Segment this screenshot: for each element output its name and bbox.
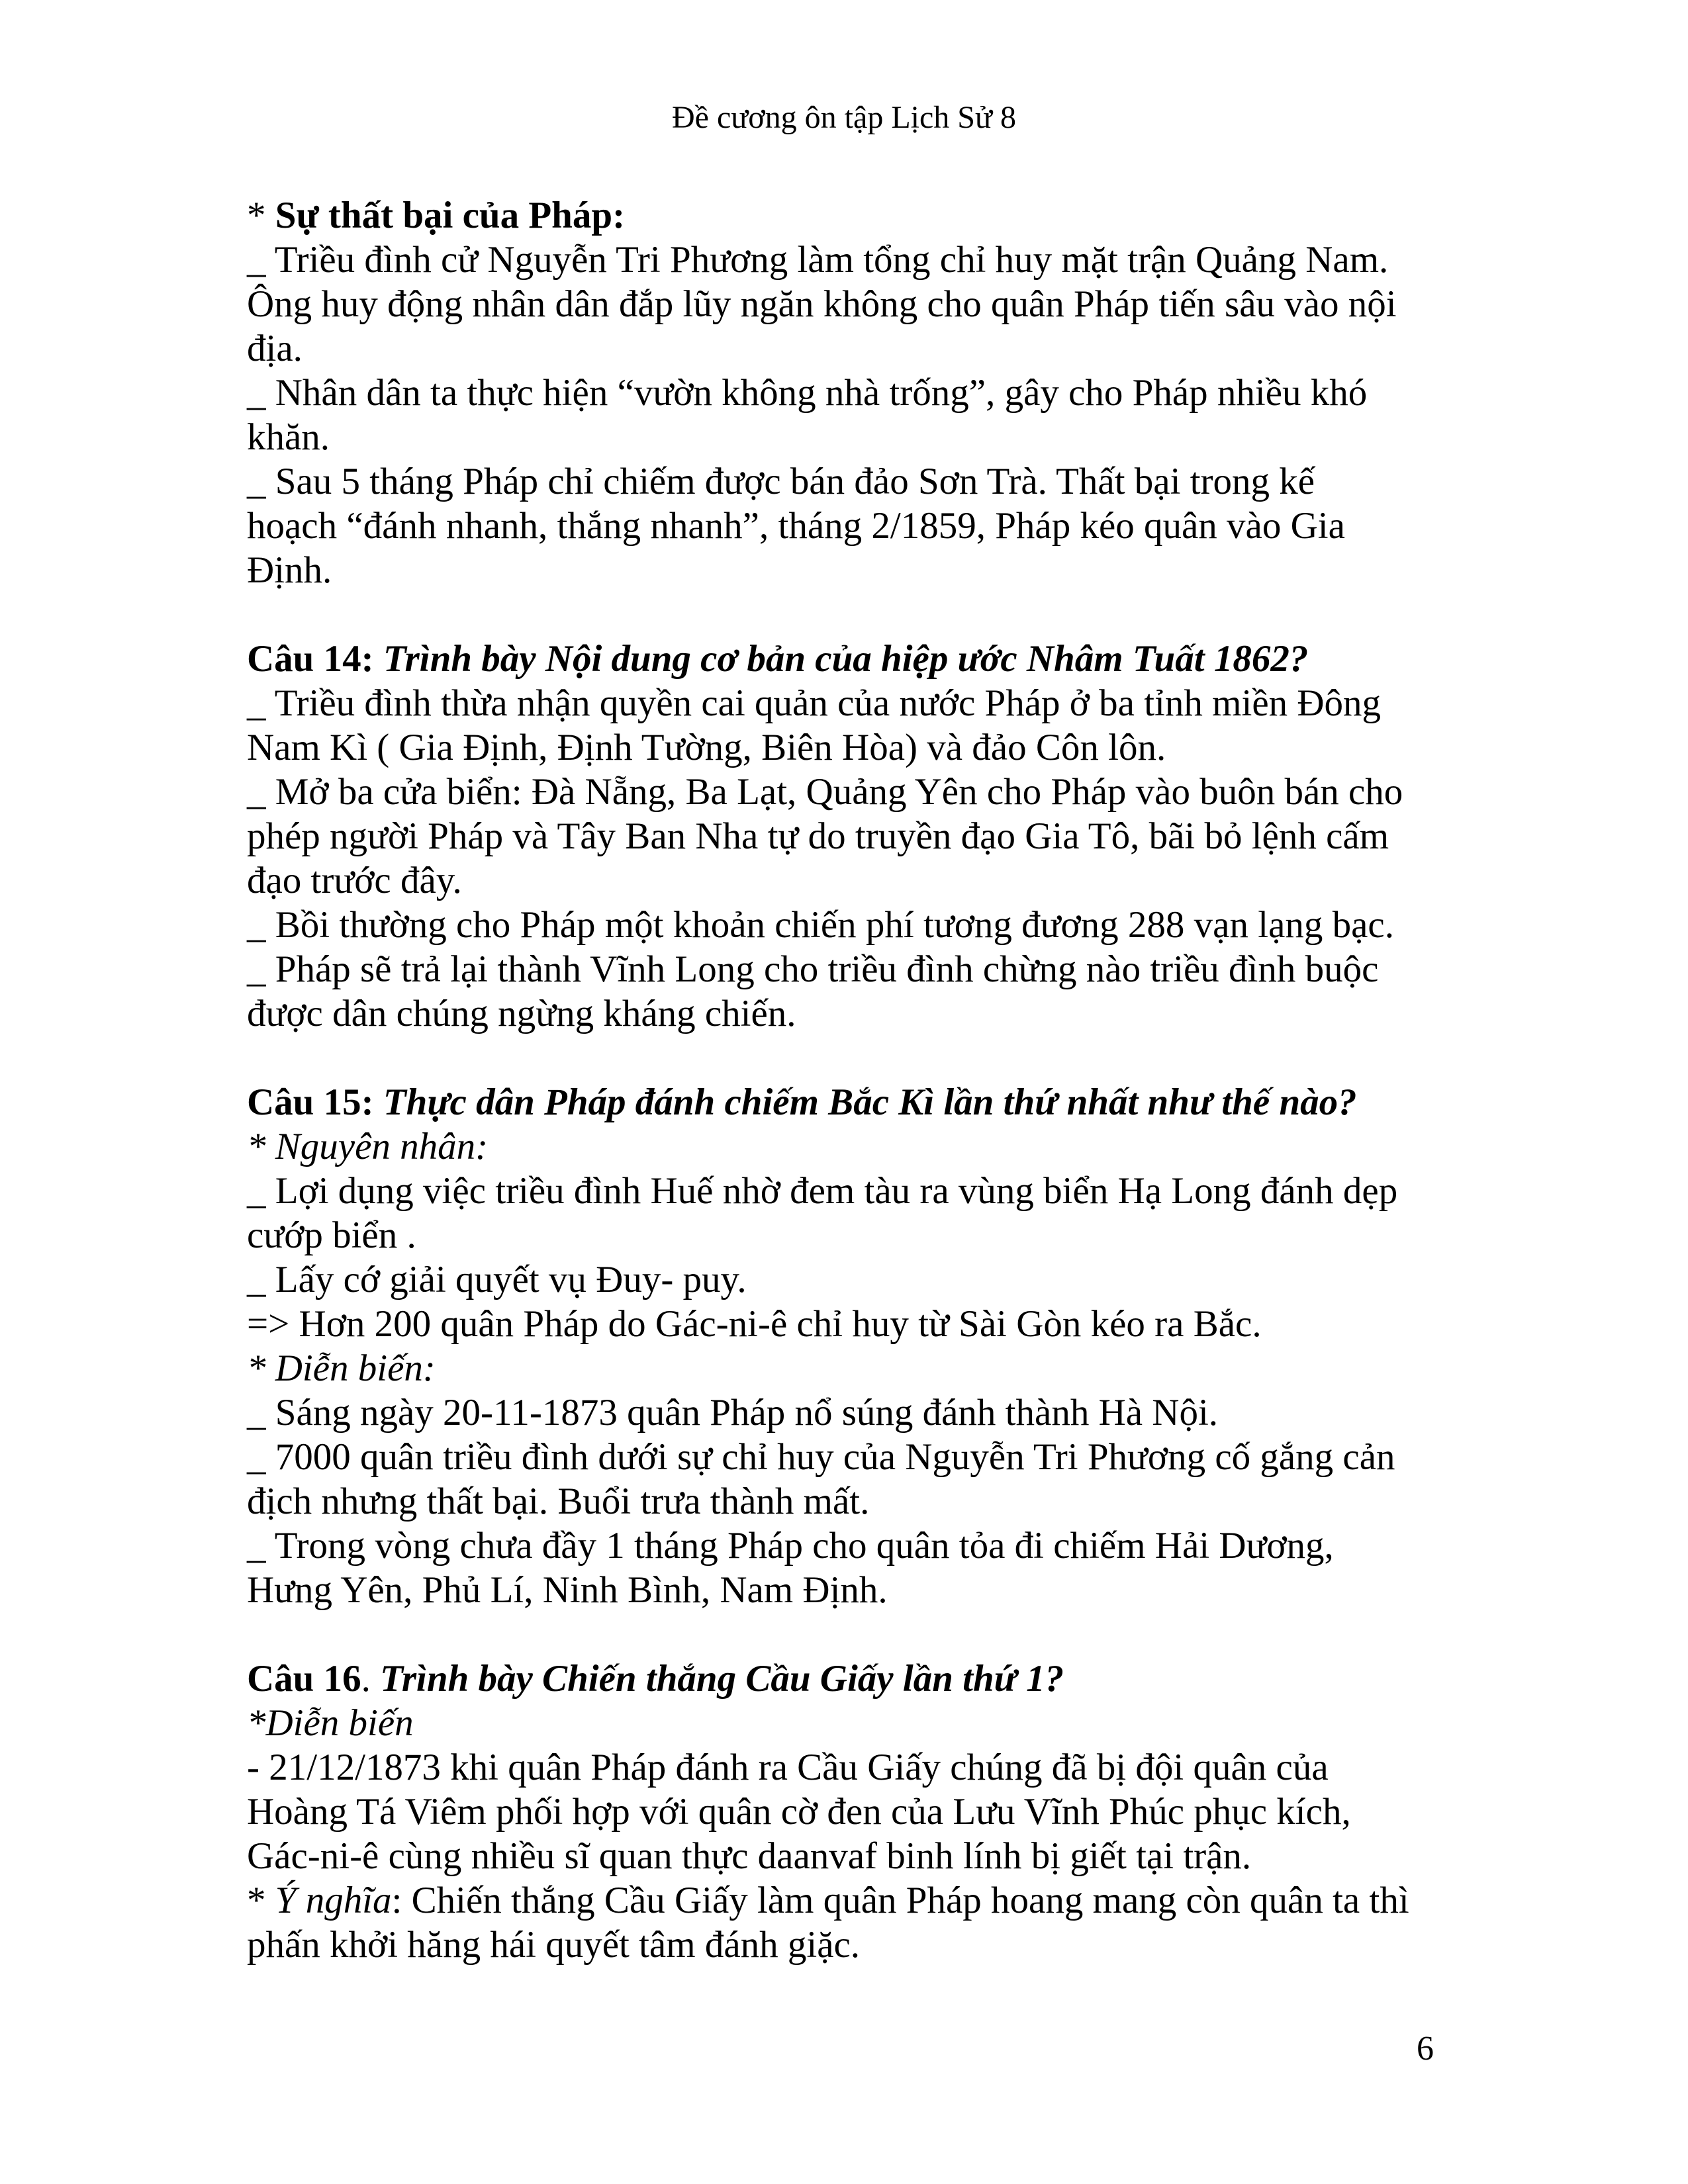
text-line: cướp biển . xyxy=(247,1214,416,1256)
meaning-text: : Chiến thắng Cầu Giấy làm quân Pháp hoang mang còn quân ta thì xyxy=(391,1880,1409,1921)
text-line: phép người Pháp và Tây Ban Nha tự do truyền đạo Gia Tô, bãi bỏ lệnh cấm xyxy=(247,815,1389,857)
text-line: được dân chúng ngừng kháng chiến. xyxy=(247,993,796,1034)
heading-text: Sự thất bại của Pháp: xyxy=(275,195,626,236)
text-line: _ Triều đình thừa nhận quyền cai quản của nước Pháp ở ba tỉnh miền Đông xyxy=(247,682,1382,724)
paragraph-gap xyxy=(247,1612,1458,1657)
question-text: Trình bày Nội dung cơ bản của hiệp ước Nhâm Tuất 1862? xyxy=(383,638,1309,680)
subheading-events: *Diễn biến xyxy=(247,1702,414,1744)
text-line: _ Trong vòng chưa đầy 1 tháng Pháp cho quân tỏa đi chiếm Hải Dương, xyxy=(247,1525,1334,1567)
heading-bullet: * xyxy=(247,195,275,236)
text-line: phấn khởi hăng hái quyết tâm đánh giặc. xyxy=(247,1924,861,1966)
page-header: Đề cương ôn tập Lịch Sử 8 xyxy=(672,100,1016,135)
question-text: Thực dân Pháp đánh chiếm Bắc Kì lần thứ nhất như thế nào? xyxy=(383,1081,1357,1123)
text-line: hoạch “đánh nhanh, thắng nhanh”, tháng 2/1859, Pháp kéo quân vào Gia xyxy=(247,505,1345,547)
section-heading xyxy=(247,193,1458,238)
page-number: 6 xyxy=(1417,2030,1434,2068)
text-line: Hưng Yên, Phủ Lí, Ninh Bình, Nam Định. xyxy=(247,1569,888,1611)
text-line: đạo trước đây. xyxy=(247,860,462,901)
text-line: - 21/12/1873 khi quân Pháp đánh ra Cầu Giấy chúng đã bị đội quân của xyxy=(247,1747,1329,1788)
paragraph-gap xyxy=(247,1036,1458,1080)
subheading-events: * Diễn biến: xyxy=(247,1347,436,1389)
text-line: => Hơn 200 quân Pháp do Gác-ni-ê chỉ huy từ Sài Gòn kéo ra Bắc. xyxy=(247,1303,1262,1345)
question-heading xyxy=(247,1080,1458,1124)
subheading-cause: * Nguyên nhân: xyxy=(247,1126,489,1167)
text-line: _ Lấy cớ giải quyết vụ Đuy- puy. xyxy=(247,1259,747,1300)
text-line: Hoàng Tá Viêm phối hợp với quân cờ đen của Lưu Vĩnh Phúc phục kích, xyxy=(247,1791,1351,1833)
text-line: _ Nhân dân ta thực hiện “vườn không nhà trống”, gây cho Pháp nhiều khó xyxy=(247,372,1368,414)
meaning-line xyxy=(247,1878,1458,1923)
text-line: _ Sau 5 tháng Pháp chỉ chiếm được bán đảo Sơn Trà. Thất bại trong kế xyxy=(247,461,1315,502)
paragraph-gap xyxy=(247,592,1458,637)
question-label-dot: . xyxy=(361,1658,381,1700)
text-line: _ Sáng ngày 20-11-1873 quân Pháp nổ súng đánh thành Hà Nội. xyxy=(247,1392,1219,1433)
text-line: địa. xyxy=(247,328,303,369)
question-label: Câu 15: xyxy=(247,1081,383,1123)
question-14 xyxy=(247,637,1458,1036)
question-16 xyxy=(247,1657,1458,1967)
meaning-bullet: * xyxy=(247,1880,275,1921)
question-heading xyxy=(247,1657,1458,1701)
text-line: Nam Kì ( Gia Định, Định Tường, Biên Hòa) và đảo Côn lôn. xyxy=(247,727,1166,768)
text-line: Gác-ni-ê cùng nhiều sĩ quan thực daanvaf binh lính bị giết tại trận. xyxy=(247,1835,1252,1877)
text-line: _ Pháp sẽ trả lại thành Vĩnh Long cho triều đình chừng nào triều đình buộc xyxy=(247,948,1379,990)
text-line: _ 7000 quân triều đình dưới sự chỉ huy của Nguyễn Tri Phương cố gắng cản xyxy=(247,1436,1395,1478)
text-line: Ông huy động nhân dân đắp lũy ngăn không cho quân Pháp tiến sâu vào nội xyxy=(247,283,1397,325)
question-label: Câu 16 xyxy=(247,1658,361,1700)
text-line: khăn. xyxy=(247,416,330,458)
text-line: _ Triều đình cử Nguyễn Tri Phương làm tổng chỉ huy mặt trận Quảng Nam. xyxy=(247,239,1389,281)
question-15 xyxy=(247,1080,1458,1612)
question-heading xyxy=(247,637,1458,681)
question-text: Trình bày Chiến thắng Cầu Giấy lần thứ 1? xyxy=(380,1658,1064,1700)
text-line: _ Lợi dụng việc triều đình Huế nhờ đem tàu ra vùng biển Hạ Long đánh dẹp xyxy=(247,1170,1398,1212)
question-label: Câu 14: xyxy=(247,638,383,680)
section-failure xyxy=(247,193,1458,592)
meaning-heading: Ý nghĩa xyxy=(275,1880,392,1921)
document-body xyxy=(247,193,1458,1967)
text-line: địch nhưng thất bại. Buổi trưa thành mất. xyxy=(247,1480,870,1522)
text-line: Định. xyxy=(247,549,332,591)
text-line: _ Mở ba cửa biển: Đà Nẵng, Ba Lạt, Quảng Yên cho Pháp vào buôn bán cho xyxy=(247,771,1403,813)
text-line: _ Bồi thường cho Pháp một khoản chiến phí tương đương 288 vạn lạng bạc. xyxy=(247,904,1394,946)
